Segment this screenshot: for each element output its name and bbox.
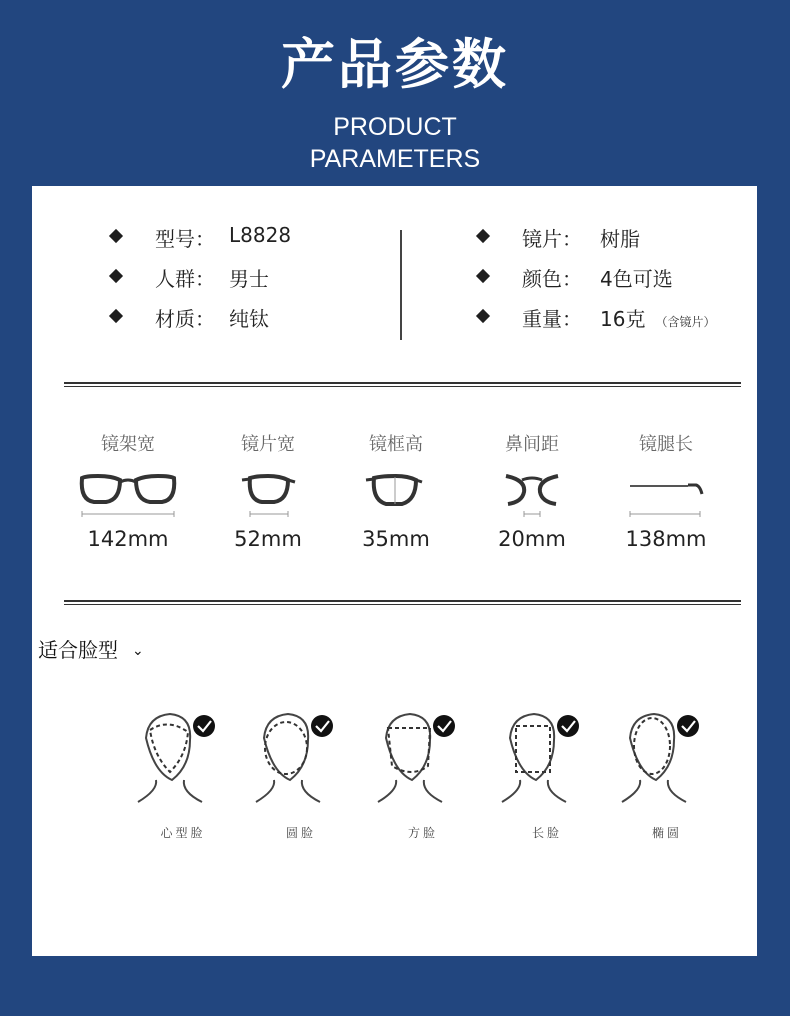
section-divider [64, 604, 741, 605]
face-label: 心型脸 [160, 826, 206, 840]
face-label: 圆脸 [285, 826, 316, 840]
face-item [368, 708, 478, 848]
heart-face-icon [128, 708, 238, 818]
face-label: 椭圆 [651, 826, 682, 840]
diamond-bullet-icon [476, 269, 490, 283]
diamond-bullet-icon [109, 229, 123, 243]
parameters-card [32, 186, 757, 956]
spec-label: 镜片： [522, 227, 582, 251]
diamond-bullet-icon [109, 309, 123, 323]
face-item [492, 708, 602, 848]
face-fit-title-text: 适合脸型 [38, 638, 118, 662]
section-divider [64, 382, 741, 384]
measurement-label: 镜片宽 [241, 434, 295, 455]
round-face-icon [246, 708, 356, 818]
frame-width-icon [58, 464, 198, 518]
face-item [612, 708, 722, 848]
oval-face-icon [612, 708, 722, 818]
lens-width-icon [198, 464, 338, 518]
section-divider [64, 386, 741, 387]
spec-value: 纯钛 [229, 307, 269, 331]
diamond-bullet-icon [476, 229, 490, 243]
spec-divider [400, 230, 402, 340]
chevron-down-icon: ⌄ [132, 643, 144, 659]
spec-value: L8828 [229, 223, 292, 247]
diamond-bullet-icon [476, 309, 490, 323]
spec-label: 材质： [155, 307, 215, 331]
spec-value: 男士 [229, 267, 269, 291]
page-title: 产品参数 [281, 33, 509, 96]
square-face-icon [368, 708, 478, 818]
page-subtitle-line2: PARAMETERS [309, 145, 481, 173]
temple-length-icon [596, 464, 736, 518]
diamond-bullet-icon [109, 269, 123, 283]
measurement-label: 镜架宽 [101, 434, 155, 455]
measurement-value: 35mm [362, 527, 430, 551]
spec-value [600, 303, 715, 332]
spec-label: 颜色： [522, 267, 582, 291]
bridge-width-icon [462, 464, 602, 518]
weight-note: （含镜片） [655, 315, 716, 329]
measurement-label: 鼻间距 [505, 434, 559, 455]
face-item [128, 708, 238, 848]
long-face-icon [492, 708, 602, 818]
spec-label: 人群： [155, 267, 215, 291]
measurement-value: 52mm [234, 527, 302, 551]
measurement-value: 138mm [625, 527, 707, 551]
face-label: 方脸 [407, 826, 438, 840]
face-fit-title [38, 634, 144, 663]
measurement-label: 镜框高 [369, 434, 423, 455]
spec-label: 型号： [155, 227, 215, 251]
page-subtitle-line1: PRODUCT [333, 113, 457, 141]
measurement-value: 142mm [87, 527, 169, 551]
face-label: 长脸 [531, 826, 562, 840]
spec-value: 4色可选 [600, 267, 673, 291]
measurement-label: 镜腿长 [639, 434, 693, 455]
section-divider [64, 600, 741, 602]
measurement-value: 20mm [498, 527, 566, 551]
weight-value: 16克 [600, 307, 646, 331]
face-item [246, 708, 356, 848]
spec-value: 树脂 [600, 227, 640, 251]
frame-height-icon [326, 464, 466, 518]
spec-label: 重量： [522, 307, 582, 331]
